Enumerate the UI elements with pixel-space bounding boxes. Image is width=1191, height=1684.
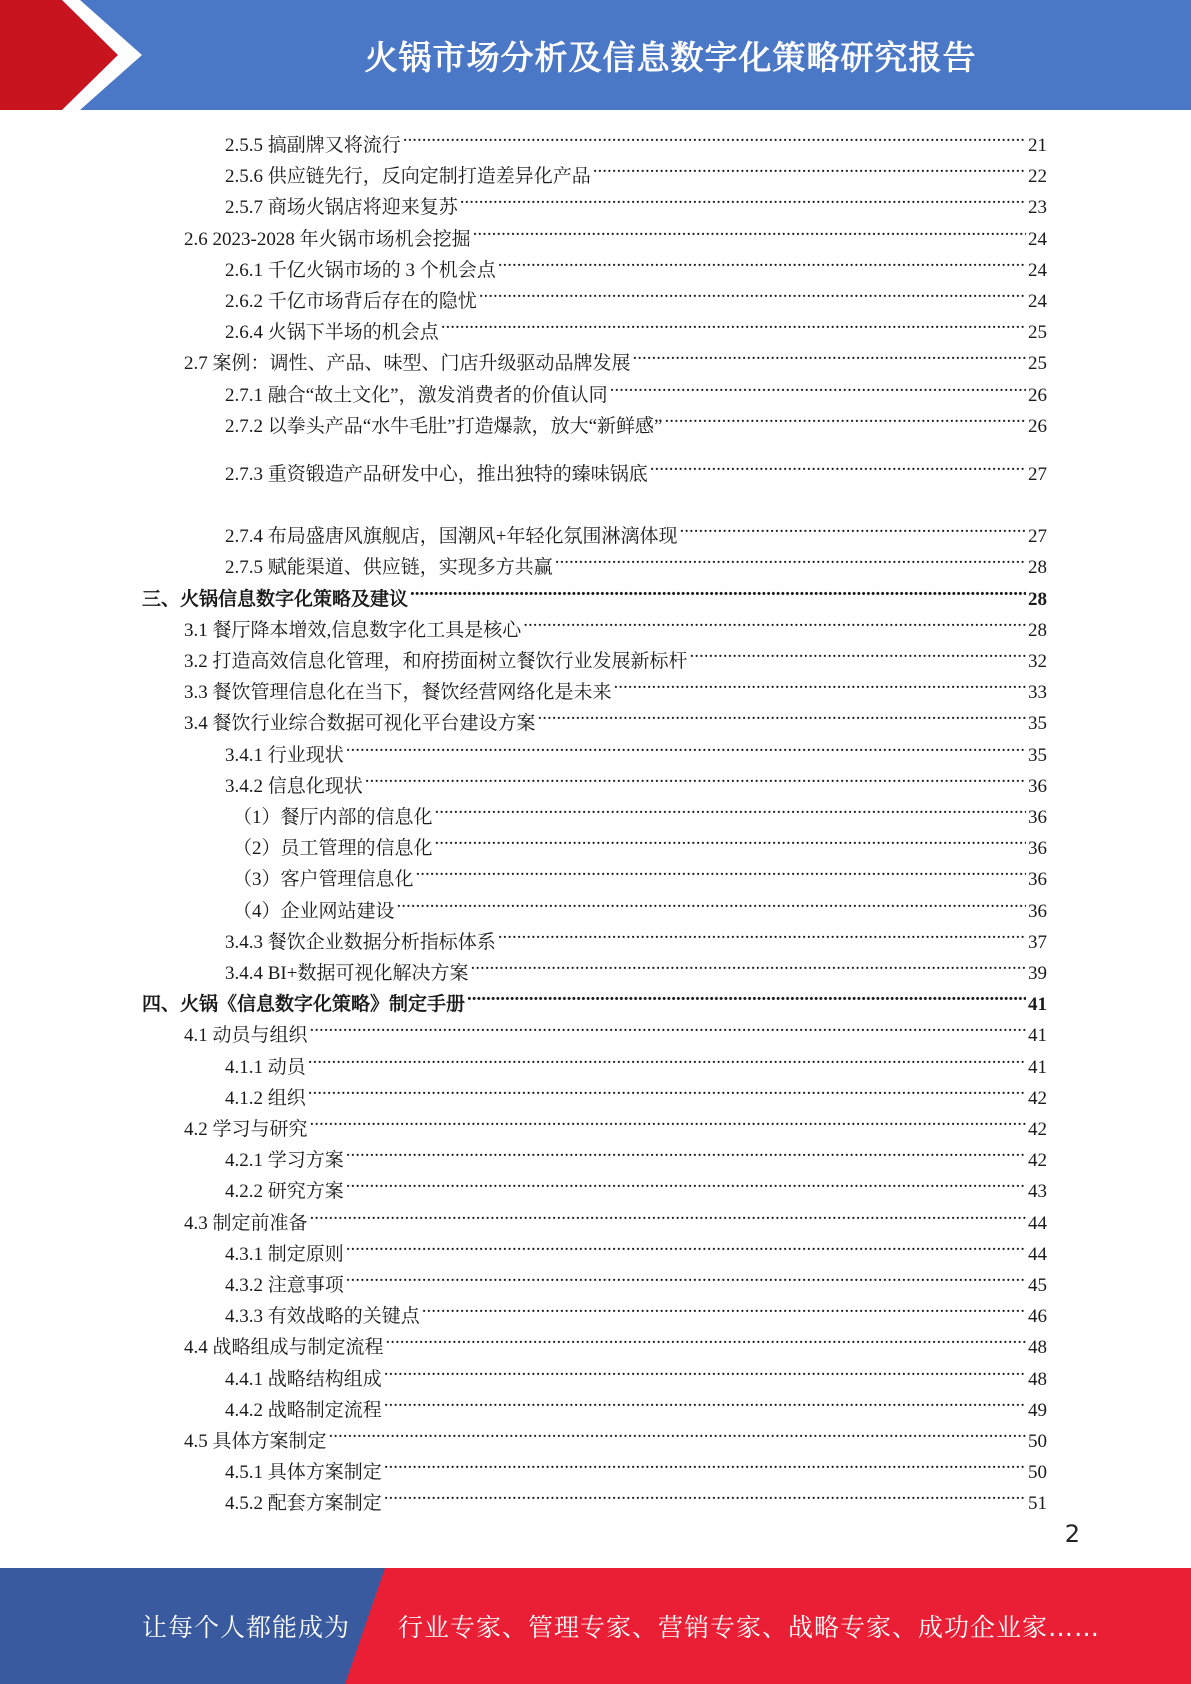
toc-entry-page: 43 (1028, 1181, 1047, 1203)
toc-entry-page: 41 (1028, 1025, 1047, 1047)
toc-entry[interactable] (225, 283, 1047, 312)
toc-dot-leader (441, 314, 1026, 338)
toc-entry-page: 42 (1028, 1119, 1047, 1140)
toc-entry[interactable] (184, 705, 1047, 735)
toc-entry[interactable] (184, 1205, 1047, 1234)
toc-entry-page: 27 (1028, 464, 1047, 485)
toc-entry[interactable] (225, 456, 1047, 485)
toc-entry[interactable] (225, 408, 1047, 437)
toc-dot-leader (346, 1142, 1026, 1166)
toc-entry-page: 28 (1028, 588, 1047, 610)
toc-entry[interactable] (184, 674, 1047, 704)
toc-dot-leader (473, 221, 1026, 245)
toc-entry-page: 41 (1028, 1056, 1047, 1078)
toc-entry[interactable] (225, 955, 1047, 984)
toc-entry-page: 45 (1028, 1275, 1047, 1296)
toc-entry-title: 3.4.2 信息化现状 (225, 775, 363, 797)
toc-entry-title: 3.2 打造高效信息化管理，和府捞面树立餐饮行业发展新标杆 (184, 651, 688, 672)
toc-dot-leader (416, 861, 1026, 885)
toc-entry-page: 24 (1028, 228, 1047, 250)
toc-entry-page: 24 (1028, 291, 1047, 312)
toc-entry[interactable] (225, 1142, 1047, 1172)
toc-entry[interactable] (184, 612, 1047, 641)
toc-dot-leader (310, 1111, 1026, 1135)
toc-entry-page: 26 (1028, 415, 1047, 437)
page-number: 2 (1064, 1520, 1080, 1548)
toc-entry-page: 44 (1028, 1212, 1047, 1234)
page-header (0, 0, 1191, 110)
toc-dot-leader (435, 799, 1026, 823)
toc-dot-leader (346, 1236, 1026, 1260)
toc-entry-title: 4.4 战略组成与制定流程 (184, 1337, 384, 1359)
toc-entry-page: 36 (1028, 807, 1047, 828)
toc-entry[interactable] (184, 1329, 1047, 1359)
toc-entry-title: （1）餐厅内部的信息化 (233, 807, 433, 828)
toc-entry[interactable] (225, 1298, 1047, 1328)
toc-entry-page: 50 (1028, 1431, 1047, 1452)
toc-entry-page: 37 (1028, 931, 1047, 953)
toc-dot-leader (384, 1454, 1026, 1478)
toc-dot-leader (308, 1080, 1026, 1104)
toc-entry-page: 51 (1028, 1493, 1047, 1515)
toc-entry-page: 44 (1028, 1243, 1047, 1265)
toc-dot-leader (664, 408, 1026, 432)
toc-entry[interactable] (233, 861, 1047, 891)
toc-entry-title: 4.1.2 组织 (225, 1087, 306, 1109)
toc-dot-leader (384, 1392, 1026, 1416)
toc-dot-leader (435, 830, 1026, 854)
toc-entry[interactable] (225, 1173, 1047, 1203)
toc-entry-page: 35 (1028, 713, 1047, 735)
toc-entry-title: 4.5.1 具体方案制定 (225, 1462, 382, 1484)
toc-dot-leader (690, 643, 1026, 667)
toc-entry-title: 3.4.3 餐饮企业数据分析指标体系 (225, 931, 496, 953)
toc-dot-leader (310, 1017, 1026, 1041)
toc-entry[interactable] (225, 518, 1047, 548)
toc-entry-page: 50 (1028, 1462, 1047, 1484)
toc-entry[interactable] (184, 1423, 1047, 1452)
toc-entry[interactable] (184, 1017, 1047, 1047)
toc-entry-page: 22 (1028, 166, 1047, 188)
toc-entry-page: 28 (1028, 557, 1047, 579)
header-chevron-decoration (0, 0, 160, 110)
toc-entry-page: 48 (1028, 1368, 1047, 1390)
toc-entry-page: 24 (1028, 259, 1047, 281)
toc-entry-title: 三、火锅信息数字化策略及建议 (142, 588, 409, 610)
toc-dot-leader (610, 377, 1026, 401)
toc-entry-page: 28 (1028, 619, 1047, 641)
toc-dot-leader (467, 986, 1026, 1010)
toc-entry-page: 39 (1028, 963, 1047, 984)
toc-entry-page: 35 (1028, 744, 1047, 766)
toc-dot-leader (498, 924, 1026, 948)
toc-entry[interactable] (225, 1236, 1047, 1265)
toc-dot-leader (593, 158, 1026, 182)
toc-dot-leader (460, 189, 1026, 213)
toc-entry[interactable] (233, 799, 1047, 828)
toc-dot-leader (422, 1298, 1026, 1322)
toc-entry-page: 42 (1028, 1150, 1047, 1172)
toc-entry[interactable] (225, 158, 1047, 188)
toc-entry[interactable] (184, 345, 1047, 375)
toc-entry-title: 4.3 制定前准备 (184, 1212, 308, 1234)
toc-dot-leader (310, 1205, 1026, 1229)
toc-entry-page: 36 (1028, 869, 1047, 891)
toc-entry-title: 2.6.2 千亿市场背后存在的隐忧 (225, 291, 477, 312)
toc-dot-leader (410, 581, 1026, 605)
toc-entry-title: 2.7.1 融合“故土文化”，激发消费者的价值认同 (225, 384, 608, 406)
toc-dot-leader (633, 345, 1026, 369)
toc-entry[interactable] (225, 1485, 1047, 1515)
toc-entry-title: 2.5.7 商场火锅店将迎来复苏 (225, 197, 458, 219)
toc-dot-leader (384, 1361, 1026, 1385)
toc-entry[interactable] (225, 377, 1047, 406)
toc-entry-title: 2.6 2023-2028 年火锅市场机会挖掘 (184, 228, 471, 250)
toc-entry-title: 3.4 餐饮行业综合数据可视化平台建设方案 (184, 713, 536, 735)
toc-entry-page: 42 (1028, 1087, 1047, 1109)
toc-entry-title: 3.1 餐厅降本增效,信息数字化工具是核心 (184, 619, 522, 641)
toc-entry-title: （4）企业网站建设 (233, 900, 395, 922)
toc-entry-page: 36 (1028, 775, 1047, 797)
toc-entry-title: 2.7.5 赋能渠道、供应链，实现多方共赢 (225, 557, 553, 579)
toc-entry-page: 25 (1028, 353, 1047, 375)
toc-dot-leader (498, 252, 1026, 276)
report-title: 火锅市场分析及信息数字化策略研究报告 (364, 37, 977, 77)
toc-entry-title: （2）员工管理的信息化 (233, 838, 433, 860)
toc-dot-leader (329, 1423, 1026, 1447)
toc-entry-title: 4.3.1 制定原则 (225, 1243, 344, 1265)
toc-entry[interactable] (184, 1111, 1047, 1140)
footer-slogan-right: 行业专家、管理专家、营销专家、战略专家、成功企业家…… (398, 1613, 1101, 1642)
toc-entry-page: 36 (1028, 900, 1047, 922)
toc-dot-leader (365, 768, 1026, 792)
toc-entry-title: 3.4.1 行业现状 (225, 744, 344, 766)
toc-entry[interactable] (225, 924, 1047, 953)
toc-entry[interactable] (225, 252, 1047, 281)
toc-entry-title: 3.3 餐饮管理信息化在当下，餐饮经营网络化是未来 (184, 682, 612, 704)
toc-dot-leader (650, 456, 1026, 480)
toc-entry-page: 49 (1028, 1399, 1047, 1421)
toc-entry[interactable] (233, 830, 1047, 860)
toc-entry[interactable] (225, 1049, 1047, 1078)
toc-entry[interactable] (225, 1361, 1047, 1390)
toc-entry[interactable] (225, 549, 1047, 579)
toc-entry-title: 2.6.4 火锅下半场的机会点 (225, 322, 439, 344)
toc-entry[interactable] (184, 643, 1047, 672)
toc-entry[interactable] (225, 1267, 1047, 1296)
toc-entry-page: 32 (1028, 651, 1047, 672)
toc-entry-page: 25 (1028, 322, 1047, 344)
toc-entry-page: 33 (1028, 682, 1047, 704)
toc-dot-leader (523, 612, 1026, 636)
toc-entry-title: 4.3.2 注意事项 (225, 1275, 344, 1296)
toc-entry-title: 2.7.2 以拳头产品“水牛毛肚”打造爆款，放大“新鲜感” (225, 415, 663, 437)
toc-dot-leader (679, 518, 1026, 542)
toc-entry-page: 21 (1028, 135, 1047, 156)
toc-entry[interactable] (142, 986, 1047, 1016)
toc-dot-leader (397, 893, 1026, 917)
toc-dot-leader (346, 1173, 1026, 1197)
toc-dot-leader (479, 283, 1026, 307)
toc-entry-title: 4.5.2 配套方案制定 (225, 1493, 382, 1515)
toc-entry[interactable] (233, 893, 1047, 922)
toc-entry-title: 4.4.1 战略结构组成 (225, 1368, 382, 1390)
toc-entry-title: 4.2.1 学习方案 (225, 1150, 344, 1172)
toc-entry-title: 4.5 具体方案制定 (184, 1431, 327, 1452)
toc-entry[interactable] (225, 768, 1047, 797)
toc-dot-leader (470, 955, 1026, 979)
toc-entry-title: 3.4.4 BI+数据可视化解决方案 (225, 963, 469, 984)
toc-entry-page: 48 (1028, 1337, 1047, 1359)
toc-entry-page: 46 (1028, 1306, 1047, 1328)
toc-entry[interactable] (225, 1392, 1047, 1421)
toc-entry-page: 27 (1028, 526, 1047, 548)
toc-dot-leader (384, 1485, 1026, 1509)
toc-entry-title: 2.7.4 布局盛唐风旗舰店，国潮风+年轻化氛围淋漓体现 (225, 526, 678, 548)
toc-dot-leader (403, 127, 1026, 151)
toc-dot-leader (346, 1267, 1026, 1291)
toc-entry[interactable] (142, 581, 1047, 610)
toc-entry[interactable] (225, 737, 1047, 766)
toc-dot-leader (614, 674, 1026, 698)
toc-entry-title: 2.5.6 供应链先行，反向定制打造差异化产品 (225, 166, 591, 188)
toc-entry-title: （3）客户管理信息化 (233, 869, 414, 891)
toc-entry-title: 2.7 案例：调性、产品、味型、门店升级驱动品牌发展 (184, 353, 631, 375)
toc-entry-title: 2.5.5 搞副牌又将流行 (225, 135, 401, 156)
toc-entry[interactable] (225, 189, 1047, 219)
toc-dot-leader (386, 1329, 1026, 1353)
toc-entry[interactable] (225, 127, 1047, 156)
toc-entry-title: 4.3.3 有效战略的关键点 (225, 1306, 420, 1328)
toc-entry-page: 36 (1028, 838, 1047, 860)
toc-entry-title: 4.2 学习与研究 (184, 1119, 308, 1140)
toc-entry[interactable] (225, 1080, 1047, 1109)
toc-entry-page: 41 (1028, 994, 1047, 1016)
toc-entry-title: 4.1.1 动员 (225, 1056, 306, 1078)
toc-entry-title: 4.1 动员与组织 (184, 1025, 308, 1047)
toc-entry-title: 4.4.2 战略制定流程 (225, 1399, 382, 1421)
footer-slogan-left: 让每个人都能成为 (142, 1613, 351, 1642)
toc-dot-leader (555, 549, 1026, 573)
toc-entry[interactable] (225, 1454, 1047, 1484)
toc-entry[interactable] (184, 221, 1047, 250)
toc-entry-page: 23 (1028, 197, 1047, 219)
toc-entry-title: 4.2.2 研究方案 (225, 1181, 344, 1203)
toc-dot-leader (538, 705, 1026, 729)
toc-entry-title: 2.7.3 重资锻造产品研发中心，推出独特的臻味锅底 (225, 464, 648, 485)
toc-dot-leader (308, 1049, 1026, 1073)
toc-entry[interactable] (225, 314, 1047, 344)
page-footer (0, 1568, 1191, 1684)
toc-entry-title: 2.6.1 千亿火锅市场的 3 个机会点 (225, 259, 496, 281)
toc-dot-leader (346, 737, 1026, 761)
toc-entry-page: 26 (1028, 384, 1047, 406)
toc-entry-title: 四、火锅《信息数字化策略》制定手册 (142, 994, 466, 1016)
